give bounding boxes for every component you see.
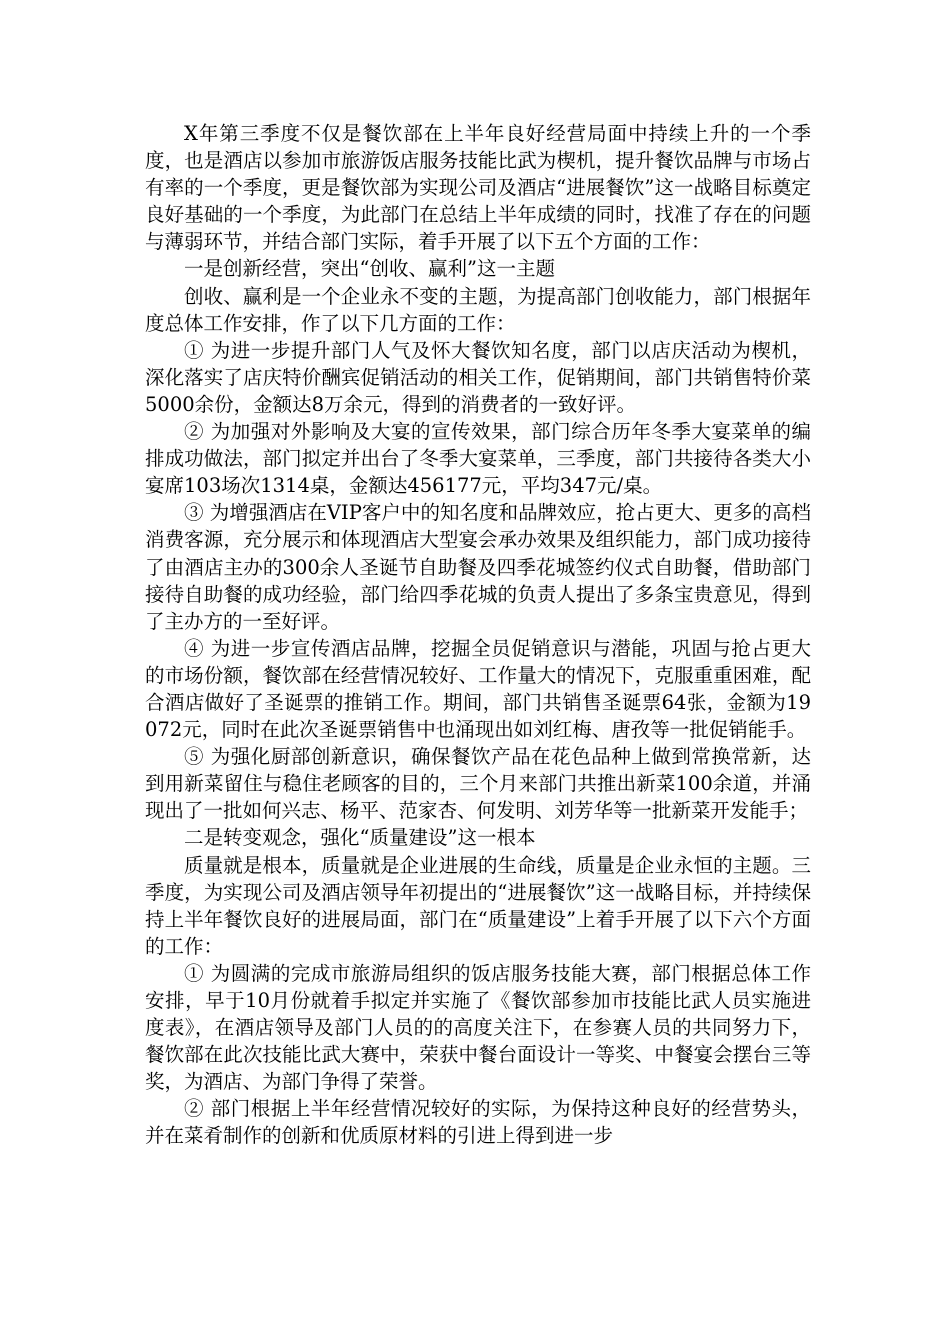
section-2-item-2: ② 部门根据上半年经营情况较好的实际，为保持这种良好的经营势头，并在菜肴制作的创新和优质原材料的引进上得到进一步 [145,1097,811,1148]
intro-paragraph: X年第三季度不仅是餐饮部在上半年良好经营局面中持续上升的一个季度，也是酒店以参加市旅游饭店服务技能比武为楔机，提升餐饮品牌与市场占有率的一个季度，更是餐饮部为实现公司及酒店“进展餐饮”这一战略目标奠定良好基础的一个季度，为此部门在总结上半年成绩的同时，找准了存在的问题与薄弱环节，并结合部门实际，着手开展了以下五个方面的工作： [145,122,811,254]
section-1-intro: 创收、赢利是一个企业永不变的主题，为提高部门创收能力，部门根据年度总体工作安排，作了以下几方面的工作： [145,284,811,335]
document-page [145,120,811,1150]
section-heading-2: 二是转变观念，强化“质量建设”这一根本 [184,826,536,850]
section-2-item-1: ① 为圆满的完成市旅游局组织的饭店服务技能大赛，部门根据总体工作安排，早于10月份就着手拟定并实施了《餐饮部参加市技能比武人员实施进度表》，在酒店领导及部门人员的的高度关注下，在参赛人员的共同努力下，餐饮部在此次技能比武大赛中，荣获中餐台面设计一等奖、中餐宴会摆台三等奖，为酒店、为部门争得了荣誉。 [145,961,811,1094]
section-1-item-4: ④ 为进一步宣传酒店品牌，挖掘全员促销意识与潜能，巩固与抢占更大的市场份额，餐饮部在经营情况较好、工作量大的情况下，克服重重困难，配合酒店做好了圣诞票的推销工作。期间，部门共销售圣诞票64张，金额为19072元，同时在此次圣诞票销售中也涌现出如刘红梅、唐孜等一批促销能手。 [145,636,811,742]
section-1-item-2: ② 为加强对外影响及大宴的宣传效果，部门综合历年冬季大宴菜单的编排成功做法，部门拟定并出台了冬季大宴菜单，三季度，部门共接待各类大小宴席103场次1314桌，金额达456177元，平均347元/桌。 [145,420,811,498]
section-1-item-3: ③ 为增强酒店在VIP客户中的知名度和品牌效应，抢占更大、更多的高档消费客源，充分展示和体现酒店大型宴会承办效果及组织能力，部门成功接待了由酒店主办的300余人圣诞节自助餐及四季花城签约仪式自助餐，借助部门接待自助餐的成功经验，部门给四季花城的负责人提出了多条宝贵意见，得到了主办方的一至好评。 [145,501,811,633]
section-heading-1: 一是创新经营，突出“创收、赢利”这一主题 [184,257,555,281]
section-2-intro: 质量就是根本，质量就是企业进展的生命线，质量是企业永恒的主题。三季度，为实现公司及酒店领导年初提出的“进展餐饮”这一战略目标，并持续保持上半年餐饮良好的进展局面，部门在“质量建设”上着手开展了以下六个方面的工作： [145,853,811,958]
section-1-item-1: ① 为进一步提升部门人气及怀大餐饮知名度，部门以店庆活动为楔机，深化落实了店庆特价酬宾促销活动的相关工作，促销期间，部门共销售特价菜5000余份，金额达8万余元，得到的消费者的一致好评。 [145,338,811,416]
section-1-item-5: ⑤ 为强化厨部创新意识，确保餐饮产品在花色品种上做到常换常新，达到用新菜留住与稳住老顾客的目的，三个月来部门共推出新菜100余道，并涌现出了一批如何兴志、杨平、范家杏、何发明、刘芳华等一批新菜开发能手； [145,745,811,823]
